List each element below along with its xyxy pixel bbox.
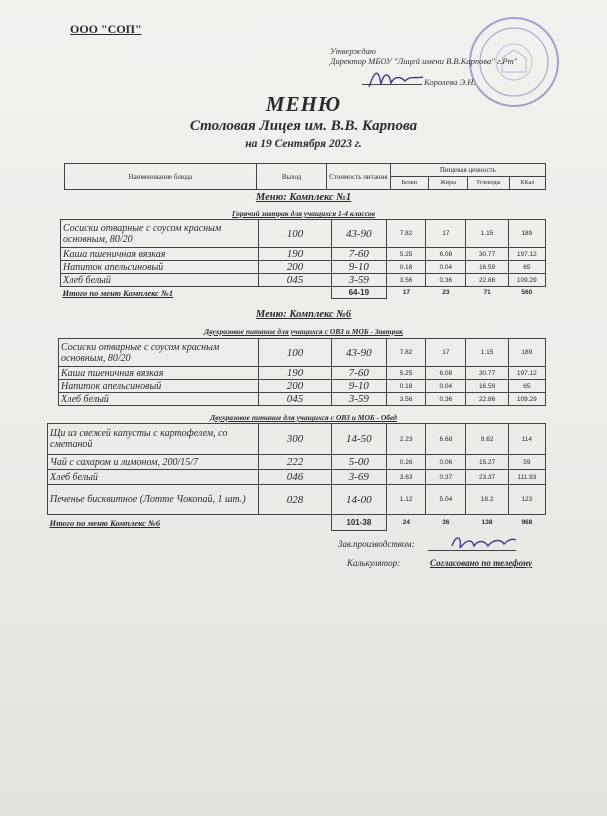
- dish-carbs: 16.59: [466, 261, 508, 274]
- dish-name: Каша пшеничная вязкая: [59, 367, 259, 380]
- header-carbs: Углеводы: [468, 177, 510, 190]
- total-label: Итого по меню Комплекс №1: [62, 287, 174, 298]
- dish-kcal: 59: [508, 455, 545, 470]
- complex-1-title: Меню: Комплекс №1: [255, 192, 352, 203]
- total-row: [61, 287, 546, 299]
- director-signature-icon: [365, 65, 425, 95]
- total-row: [48, 515, 546, 531]
- table-row: [48, 485, 546, 515]
- dish-kcal: 197.12: [508, 367, 545, 380]
- total-kcal: 560: [521, 289, 533, 297]
- total-label: Итого по меню Комплекс №6: [49, 517, 161, 528]
- dish-proteins: 7.82: [386, 220, 425, 248]
- dish-yield: 190: [259, 248, 331, 261]
- header-cost: Стоимость питания: [327, 164, 390, 190]
- total-cost: 64-19: [331, 287, 386, 299]
- dish-proteins: 7.82: [386, 339, 425, 367]
- dish-cost: 3-59: [331, 393, 386, 406]
- dish-kcal: 123: [508, 485, 545, 515]
- dish-cost: 3-59: [331, 274, 386, 287]
- dish-yield: 200: [259, 380, 331, 393]
- dish-cost: 7-60: [331, 248, 386, 261]
- table-row: [59, 339, 546, 367]
- dish-fats: 17: [426, 339, 466, 367]
- dish-yield: 046: [259, 470, 331, 485]
- complex-6-lunch-section: Двухразовое питание для учащихся с ОВЗ и МОБ - Обед: [210, 413, 397, 422]
- dish-name: Напиток апельсиновый: [61, 261, 259, 274]
- dish-yield: 028: [259, 485, 331, 515]
- total-carbs: 138: [481, 519, 493, 527]
- dish-proteins: 0.18: [386, 261, 425, 274]
- total-proteins: 24: [402, 519, 410, 527]
- header-yield: Выход: [257, 164, 327, 190]
- dish-cost: 5-00: [331, 455, 386, 470]
- approval-line-1: Утверждаю: [330, 46, 376, 56]
- dish-name: Сосиски отварные с соусом красным основным, 80/20: [61, 220, 259, 248]
- complex-1-section: Горячий завтрак для учащихся 1-4 классов: [232, 209, 375, 218]
- manager-signature-icon: [448, 530, 518, 554]
- dish-fats: 0.04: [426, 380, 466, 393]
- dish-carbs: 22.86: [466, 393, 508, 406]
- dish-fats: 17: [426, 220, 466, 248]
- total-kcal: 968: [521, 519, 533, 527]
- dish-kcal: 189: [508, 339, 545, 367]
- dish-proteins: 5.25: [386, 248, 425, 261]
- dish-yield: 300: [259, 424, 331, 455]
- table-row: [59, 380, 546, 393]
- table-row: [61, 261, 546, 274]
- total-carbs: 71: [483, 289, 491, 297]
- table-row: [48, 455, 546, 470]
- dish-kcal: 189: [508, 220, 545, 248]
- calculator-value: Согласовано по телефону: [430, 558, 533, 568]
- dish-carbs: 23.37: [466, 470, 508, 485]
- dish-carbs: 1.15: [466, 220, 508, 248]
- dish-fats: 5.04: [426, 485, 466, 515]
- table-row: [61, 220, 546, 248]
- dish-carbs: 22.86: [466, 274, 508, 287]
- header-proteins: Белки: [390, 177, 428, 190]
- dish-fats: 0.04: [426, 261, 466, 274]
- complex-1-table: [60, 219, 546, 299]
- header-fats: Жиры: [428, 177, 467, 190]
- dish-cost: 14-50: [331, 424, 386, 455]
- dish-carbs: 15.27: [466, 455, 508, 470]
- page-subtitle: Столовая Лицея им. В.В. Карпова: [189, 118, 418, 134]
- dish-kcal: 114: [508, 424, 545, 455]
- dish-yield: 190: [259, 367, 331, 380]
- dish-name: Чай с сахаром и лимоном, 200/15/7: [48, 455, 259, 470]
- dish-yield: 045: [259, 274, 331, 287]
- menu-header-table: [64, 163, 546, 190]
- organization-name: ООО "СОП": [70, 22, 142, 36]
- dish-proteins: 3.56: [386, 393, 425, 406]
- total-proteins: 17: [402, 289, 410, 297]
- approval-line-2: Директор МБОУ "Лицей имени В.В.Карпова" г.Рт": [330, 56, 518, 66]
- dish-yield: 100: [259, 339, 331, 367]
- dish-name: Щи из свежей капусты с картофелем, со сметаной: [48, 424, 259, 455]
- dish-yield: 200: [259, 261, 331, 274]
- dish-carbs: 30.77: [466, 248, 508, 261]
- approver-name: Королева Э.Н.: [424, 77, 476, 87]
- dish-carbs: 18.2: [466, 485, 508, 515]
- dish-cost: 43-90: [331, 220, 386, 248]
- dish-kcal: 111.93: [508, 470, 545, 485]
- signature-line: [362, 84, 422, 85]
- dish-kcal: 109.29: [508, 274, 545, 287]
- table-row: [48, 470, 546, 485]
- header-nutrition: Пищевая ценность: [390, 164, 545, 177]
- total-fats: 23: [442, 289, 450, 297]
- dish-carbs: 9.62: [466, 424, 508, 455]
- dish-kcal: 65: [508, 380, 545, 393]
- dish-name: Хлеб белый: [61, 274, 259, 287]
- page-title: МЕНЮ: [265, 92, 342, 116]
- dish-cost: 43-90: [331, 339, 386, 367]
- dish-carbs: 1.15: [466, 339, 508, 367]
- dish-fats: 6.08: [426, 248, 466, 261]
- dish-kcal: 65: [508, 261, 545, 274]
- table-row: [61, 274, 546, 287]
- dish-kcal: 109.29: [508, 393, 545, 406]
- dish-yield: 222: [259, 455, 331, 470]
- dish-proteins: 2.23: [387, 424, 426, 455]
- dish-name: Хлеб белый: [59, 393, 259, 406]
- dish-fats: 6.68: [426, 424, 466, 455]
- complex-6-breakfast-section: Двухразовое питание для учащихся с ОВЗ и МОБ - Завтрак: [204, 327, 403, 336]
- table-row: [61, 248, 546, 261]
- dish-proteins: 1.12: [387, 485, 426, 515]
- dish-cost: 7-60: [331, 367, 386, 380]
- dish-name: Напиток апельсиновый: [59, 380, 259, 393]
- approval-block: [330, 46, 540, 66]
- menu-date: на 19 Сентября 2023 г.: [245, 138, 362, 150]
- dish-fats: 0.36: [426, 393, 466, 406]
- dish-kcal: 197.12: [508, 248, 545, 261]
- dish-cost: 14-00: [331, 485, 386, 515]
- complex-6-lunch-table: [47, 423, 546, 531]
- header-kcal: ККал: [509, 177, 545, 190]
- dish-fats: 6.08: [426, 367, 466, 380]
- dish-fats: 0.36: [426, 274, 466, 287]
- manager-label: Зав.производством:: [338, 539, 415, 549]
- dish-proteins: 3.63: [387, 470, 426, 485]
- total-fats: 36: [442, 519, 450, 527]
- complex-6-breakfast-table: [58, 338, 546, 406]
- dish-carbs: 30.77: [466, 367, 508, 380]
- dish-name: Сосиски отварные с соусом красным основным, 80/20: [59, 339, 259, 367]
- header-dish: Наименование блюда: [65, 164, 257, 190]
- dish-proteins: 0.18: [386, 380, 425, 393]
- dish-carbs: 16.59: [466, 380, 508, 393]
- complex-6-title: Меню: Комплекс №6: [255, 309, 352, 320]
- dish-fats: 0.06: [426, 455, 466, 470]
- dish-name: Каша пшеничная вязкая: [61, 248, 259, 261]
- dish-fats: 0.37: [426, 470, 466, 485]
- dish-proteins: 5.25: [386, 367, 425, 380]
- dish-yield: 100: [259, 220, 331, 248]
- dish-cost: 3-69: [331, 470, 386, 485]
- table-row: [59, 367, 546, 380]
- dish-yield: 045: [259, 393, 331, 406]
- dish-proteins: 3.56: [386, 274, 425, 287]
- calculator-label: Калькулятор:: [347, 558, 401, 568]
- dish-proteins: 0.26: [387, 455, 426, 470]
- dish-cost: 9-10: [331, 261, 386, 274]
- total-cost: 101-38: [331, 515, 386, 531]
- table-row: [59, 393, 546, 406]
- dish-name: Хлеб белый: [48, 470, 259, 485]
- table-row: [48, 424, 546, 455]
- dish-cost: 9-10: [331, 380, 386, 393]
- dish-name: Печенье бисквитное (Лотте Чокопай, 1 шт.): [48, 485, 259, 515]
